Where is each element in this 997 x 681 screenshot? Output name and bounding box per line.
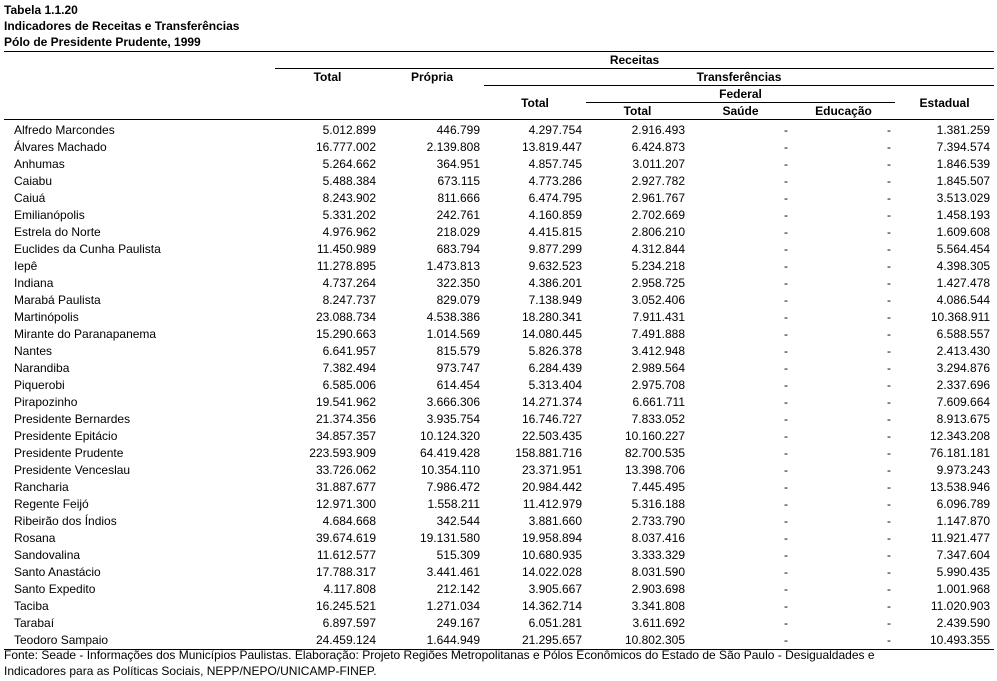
- cell-propria: 815.579: [436, 344, 480, 358]
- cell-total: 6.585.006: [322, 378, 376, 392]
- table-row: [4, 496, 994, 513]
- table-row: [4, 292, 994, 309]
- cell-federal-total: 3.611.692: [632, 616, 685, 630]
- table-row: [4, 581, 994, 598]
- cell-total: 4.737.264: [322, 276, 376, 290]
- cell-educacao: -: [887, 565, 891, 579]
- cell-propria: 1.473.813: [426, 259, 480, 273]
- cell-saude: -: [784, 412, 788, 426]
- table-row: [4, 411, 994, 428]
- cell-propria: 3.935.754: [426, 412, 480, 426]
- cell-municipio: Alfredo Marcondes: [14, 123, 115, 137]
- cell-federal-total: 6.424.873: [631, 140, 685, 154]
- cell-saude: -: [784, 225, 788, 239]
- cell-transf-total: 11.412.979: [522, 497, 582, 511]
- cell-total: 11.450.989: [316, 242, 376, 256]
- cell-propria: 1.644.949: [380, 632, 484, 650]
- table-row: [4, 564, 994, 581]
- cell-saude: -: [784, 327, 788, 341]
- cell-saude: -: [784, 616, 788, 630]
- cell-federal-total: 8.031.590: [631, 565, 685, 579]
- cell-propria: 218.029: [436, 225, 480, 239]
- cell-total: 31.887.677: [315, 480, 376, 494]
- cell-municipio: Santo Expedito: [14, 582, 96, 596]
- cell-federal-total: 5.234.218: [631, 259, 685, 273]
- cell-estadual: 13.538.946: [929, 480, 991, 494]
- cell-municipio: Presidente Bernardes: [14, 412, 131, 426]
- cell-federal-total: 7.445.495: [631, 480, 685, 494]
- cell-transf-total: 20.984.442: [521, 480, 582, 494]
- cell-saude: -: [784, 378, 788, 392]
- cell-educacao: -: [887, 395, 891, 409]
- cell-educacao: -: [887, 293, 891, 307]
- cell-educacao: -: [887, 412, 891, 426]
- cell-federal-total: 7.833.052: [631, 412, 685, 426]
- cell-municipio: Ribeirão dos Índios: [14, 514, 117, 528]
- cell-educacao: -: [887, 429, 891, 443]
- cell-propria: 10.354.110: [420, 463, 480, 477]
- cell-educacao: -: [887, 463, 891, 477]
- cell-total: 4.976.962: [322, 225, 376, 239]
- table-row: [4, 377, 994, 394]
- cell-federal-total: 10.160.227: [624, 429, 685, 443]
- cell-municipio: Martinópolis: [14, 310, 79, 324]
- cell-transf-total: 3.881.660: [528, 514, 582, 528]
- cell-federal-total: 2.916.493: [631, 123, 685, 137]
- cell-propria: 19.131.580: [419, 531, 480, 545]
- cell-federal-total: 2.927.782: [631, 174, 685, 188]
- cell-municipio: Indiana: [14, 276, 54, 290]
- cell-saude: -: [784, 259, 788, 273]
- cell-propria: 364.951: [436, 157, 480, 171]
- cell-saude: -: [784, 174, 788, 188]
- cell-municipio: Caiabu: [14, 174, 53, 188]
- cell-total: 8.247.737: [322, 293, 376, 307]
- cell-estadual: 1.846.539: [936, 157, 991, 171]
- footnote-line-1: Fonte: Seade - Informações dos Municípios Paulistas. Elaboração: Projeto Regiões Metropolitanas e Pólos Econômicos do Estado de São Paulo - Desigualdades e: [4, 648, 875, 662]
- cell-total: 5.264.662: [322, 157, 376, 171]
- cell-total: 12.971.300: [315, 497, 376, 511]
- cell-transf-total: 14.022.028: [521, 565, 582, 579]
- cell-municipio: Tarabaí: [14, 616, 55, 630]
- cell-estadual: 2.337.696: [936, 378, 991, 392]
- cell-total: 33.726.062: [315, 463, 376, 477]
- cell-educacao: -: [887, 157, 891, 171]
- cell-estadual: 1.147.870: [936, 514, 991, 528]
- cell-transf-total: 9.877.299: [528, 242, 582, 256]
- cell-federal-total: 3.052.406: [631, 293, 685, 307]
- cell-federal-total: 6.661.711: [632, 395, 685, 409]
- cell-estadual: 3.294.876: [936, 361, 991, 375]
- cell-saude: -: [784, 293, 788, 307]
- cell-total: 11.612.577: [316, 548, 376, 562]
- cell-total: 5.012.899: [322, 123, 376, 137]
- cell-estadual: 1.001.968: [936, 582, 991, 596]
- cell-total: 11.278.895: [316, 259, 376, 273]
- cell-federal-total: 7.491.888: [631, 327, 685, 341]
- cell-saude: -: [784, 548, 788, 562]
- table-row: [4, 615, 994, 632]
- cell-federal-total: 82.700.535: [624, 446, 685, 460]
- cell-saude: -: [784, 497, 788, 511]
- cell-transf-total: 9.632.523: [528, 259, 582, 273]
- cell-municipio: Emilianópolis: [14, 208, 85, 222]
- data-table: [4, 51, 994, 650]
- cell-educacao: -: [887, 310, 891, 324]
- table-row: [4, 530, 994, 547]
- cell-transf-total: 3.905.667: [528, 582, 582, 596]
- cell-transf-total: 18.280.341: [521, 310, 582, 324]
- cell-transf-total: 19.958.894: [521, 531, 582, 545]
- cell-propria: 1.271.034: [426, 599, 480, 613]
- cell-federal-total: 7.911.431: [632, 310, 685, 324]
- cell-municipio: Piquerobi: [14, 378, 65, 392]
- cell-transf-total: 22.503.435: [521, 429, 582, 443]
- cell-transf-total: 16.746.727: [521, 412, 582, 426]
- cell-federal-total: 2.903.698: [631, 582, 685, 596]
- cell-propria: 446.799: [436, 123, 480, 137]
- cell-estadual: 7.347.604: [936, 548, 991, 562]
- cell-estadual: 4.086.544: [936, 293, 991, 307]
- cell-educacao: -: [887, 514, 891, 528]
- cell-transf-total: 23.371.951: [521, 463, 582, 477]
- cell-saude: -: [784, 582, 788, 596]
- cell-propria: 673.115: [437, 174, 480, 188]
- cell-federal-total: 2.975.708: [631, 378, 685, 392]
- table-row: [4, 139, 994, 156]
- cell-estadual: 1.458.193: [936, 208, 991, 222]
- cell-total: 7.382.494: [322, 361, 376, 375]
- cell-transf-total: 14.080.445: [521, 327, 582, 341]
- cell-educacao: -: [887, 225, 891, 239]
- table-row: [4, 513, 994, 530]
- cell-educacao: -: [887, 123, 891, 137]
- cell-saude: -: [784, 361, 788, 375]
- cell-federal-total: 3.412.948: [631, 344, 685, 358]
- cell-educacao: -: [887, 242, 891, 256]
- table-row: [4, 598, 994, 615]
- cell-transf-total: 6.284.439: [528, 361, 582, 375]
- cell-saude: -: [784, 463, 788, 477]
- cell-propria: 3.666.306: [426, 395, 480, 409]
- cell-estadual: 7.609.664: [936, 395, 991, 409]
- cell-total: 4.684.668: [322, 514, 376, 528]
- cell-estadual: 2.439.590: [936, 616, 991, 630]
- cell-municipio: Narandiba: [14, 361, 70, 375]
- footnote-line-2: Indicadores para as Políticas Sociais, NEPP/NEPO/UNICAMP-FINEP.: [4, 664, 377, 678]
- cell-estadual: 1.845.507: [936, 174, 991, 188]
- cell-saude: -: [784, 531, 788, 545]
- cell-estadual: 6.096.789: [936, 497, 991, 511]
- cell-saude: -: [784, 395, 788, 409]
- cell-total: 16.777.002: [315, 140, 376, 154]
- cell-educacao: -: [887, 548, 891, 562]
- cell-educacao: -: [887, 344, 891, 358]
- cell-municipio: Teodoro Sampaio: [4, 632, 275, 650]
- cell-total: 21.374.356: [315, 412, 376, 426]
- cell-educacao: -: [887, 531, 891, 545]
- cell-federal-total: 2.806.210: [631, 225, 685, 239]
- cell-municipio: Nantes: [14, 344, 53, 358]
- cell-total: 39.674.619: [315, 531, 376, 545]
- cell-federal-total: 3.333.329: [631, 548, 685, 562]
- table-row: [4, 326, 994, 343]
- header-total: Total: [313, 70, 342, 84]
- cell-total: 24.459.124: [275, 632, 380, 650]
- header-federal: Federal: [586, 86, 895, 103]
- cell-estadual: 10.368.911: [930, 310, 991, 324]
- cell-propria: 811.666: [437, 191, 480, 205]
- cell-propria: 242.761: [436, 208, 480, 222]
- cell-educacao: -: [887, 616, 891, 630]
- table-row: [4, 360, 994, 377]
- cell-transf-total: 14.362.714: [521, 599, 582, 613]
- cell-transf-total: 4.415.815: [528, 225, 582, 239]
- cell-propria: 10.124.320: [419, 429, 480, 443]
- header-transf-total: Total: [521, 95, 549, 110]
- cell-estadual: 7.394.574: [936, 140, 991, 154]
- cell-saude: -: [689, 632, 792, 650]
- cell-estadual: 4.398.305: [936, 259, 991, 273]
- cell-educacao: -: [887, 208, 891, 222]
- cell-municipio: Regente Feijó: [14, 497, 89, 511]
- cell-transf-total: 4.857.745: [528, 157, 582, 171]
- table-row: [4, 122, 994, 139]
- table-header: [4, 52, 994, 123]
- cell-transf-total: 6.474.795: [528, 191, 582, 205]
- cell-total: 23.088.734: [315, 310, 376, 324]
- cell-federal-total: 4.312.844: [631, 242, 685, 256]
- table-row: [4, 207, 994, 224]
- cell-transf-total: 10.680.935: [521, 548, 582, 562]
- cell-transf-total: 6.051.281: [528, 616, 582, 630]
- cell-propria: 342.544: [436, 514, 480, 528]
- cell-educacao: -: [887, 140, 891, 154]
- header-receitas: Receitas: [275, 52, 994, 69]
- cell-educacao: -: [887, 174, 891, 188]
- cell-estadual: 6.588.557: [936, 327, 991, 341]
- cell-total: 5.331.202: [322, 208, 376, 222]
- cell-estadual: 5.990.435: [936, 565, 991, 579]
- cell-municipio: Taciba: [14, 599, 49, 613]
- cell-saude: -: [784, 565, 788, 579]
- cell-municipio: Pirapozinho: [14, 395, 78, 409]
- table-row: [4, 241, 994, 258]
- cell-educacao: -: [887, 276, 891, 290]
- cell-saude: -: [784, 514, 788, 528]
- cell-federal-total: 2.958.725: [631, 276, 685, 290]
- cell-total: 34.857.357: [315, 429, 376, 443]
- cell-total: 19.541.962: [315, 395, 376, 409]
- table-row: [4, 547, 994, 564]
- cell-transf-total: 5.826.378: [528, 344, 582, 358]
- cell-federal-total: 13.398.706: [624, 463, 685, 477]
- table-row: [4, 309, 994, 326]
- cell-estadual: 1.381.259: [936, 123, 991, 137]
- cell-educacao: -: [887, 361, 891, 375]
- cell-federal-total: 8.037.416: [631, 531, 685, 545]
- cell-transf-total: 13.819.447: [521, 140, 582, 154]
- cell-saude: -: [784, 446, 788, 460]
- cell-educacao: -: [792, 632, 895, 650]
- cell-estadual: 76.181.181: [929, 446, 991, 460]
- cell-educacao: -: [887, 259, 891, 273]
- cell-transf-total: 158.881.716: [515, 446, 582, 460]
- cell-total: 6.641.957: [322, 344, 376, 358]
- cell-propria: 249.167: [436, 616, 480, 630]
- cell-municipio: Marabá Paulista: [14, 293, 101, 307]
- table-row: [4, 275, 994, 292]
- cell-estadual: 8.913.675: [936, 412, 991, 426]
- cell-educacao: -: [887, 480, 891, 494]
- table-subtitle: Pólo de Presidente Prudente, 1999: [4, 35, 201, 49]
- cell-propria: 2.139.808: [426, 140, 480, 154]
- header-saude: Saúde: [722, 104, 759, 118]
- table-row: [4, 173, 994, 190]
- table-row: [4, 343, 994, 360]
- cell-total: 8.243.902: [322, 191, 376, 205]
- cell-municipio: Presidente Epitácio: [14, 429, 118, 443]
- cell-estadual: 1.609.608: [936, 225, 991, 239]
- cell-saude: -: [784, 429, 788, 443]
- cell-transf-total: 5.313.404: [528, 378, 582, 392]
- table-body: [4, 122, 994, 650]
- cell-total: 16.245.521: [315, 599, 376, 613]
- cell-propria: 515.309: [436, 548, 480, 562]
- cell-municipio: Presidente Venceslau: [14, 463, 131, 477]
- cell-saude: -: [784, 344, 788, 358]
- cell-municipio: Caiuá: [14, 191, 46, 205]
- cell-propria: 614.454: [436, 378, 480, 392]
- cell-propria: 973.747: [436, 361, 480, 375]
- cell-saude: -: [784, 140, 788, 154]
- cell-saude: -: [784, 310, 788, 324]
- cell-educacao: -: [887, 446, 891, 460]
- cell-municipio: Sandovalina: [14, 548, 81, 562]
- cell-total: 5.488.384: [322, 174, 376, 188]
- table-row: [4, 479, 994, 496]
- cell-municipio: Estrela do Norte: [14, 225, 101, 239]
- cell-total: 15.290.663: [315, 327, 376, 341]
- cell-municipio: Presidente Prudente: [14, 446, 124, 460]
- table-number: Tabela 1.1.20: [4, 3, 78, 17]
- footnote: [4, 647, 994, 679]
- cell-propria: 683.794: [436, 242, 480, 256]
- cell-federal-total: 10.802.305: [586, 632, 689, 650]
- table-row: [4, 462, 994, 479]
- cell-transf-total: 4.160.859: [528, 208, 582, 222]
- table-row: [4, 394, 994, 411]
- cell-saude: -: [784, 242, 788, 256]
- cell-educacao: -: [887, 599, 891, 613]
- cell-transf-total: 14.271.374: [521, 395, 582, 409]
- cell-estadual: 3.513.029: [936, 191, 991, 205]
- cell-educacao: -: [887, 378, 891, 392]
- cell-saude: -: [784, 157, 788, 171]
- cell-estadual: 11.921.477: [930, 531, 991, 545]
- cell-federal-total: 2.989.564: [631, 361, 685, 375]
- cell-municipio: Rancharia: [14, 480, 69, 494]
- cell-federal-total: 2.961.767: [631, 191, 685, 205]
- cell-municipio: Euclides da Cunha Paulista: [14, 242, 161, 256]
- table-row: [4, 445, 994, 462]
- cell-propria: 322.350: [436, 276, 480, 290]
- cell-transf-total: 21.295.657: [484, 632, 586, 650]
- cell-municipio: Mirante do Paranapanema: [14, 327, 157, 341]
- cell-saude: -: [784, 599, 788, 613]
- cell-saude: -: [784, 123, 788, 137]
- table-title: Indicadores de Receitas e Transferências: [4, 19, 240, 33]
- cell-municipio: Santo Anastácio: [14, 565, 101, 579]
- cell-propria: 212.142: [436, 582, 480, 596]
- cell-educacao: -: [887, 327, 891, 341]
- cell-propria: 3.441.461: [426, 565, 480, 579]
- cell-estadual: 5.564.454: [936, 242, 991, 256]
- cell-total: 6.897.597: [322, 616, 376, 630]
- header-estadual: Estadual: [919, 95, 970, 110]
- cell-propria: 1.014.569: [426, 327, 480, 341]
- cell-transf-total: 4.386.201: [528, 276, 582, 290]
- cell-transf-total: 7.138.949: [528, 293, 582, 307]
- cell-educacao: -: [887, 497, 891, 511]
- cell-saude: -: [784, 276, 788, 290]
- cell-total: 17.788.317: [315, 565, 376, 579]
- cell-federal-total: 2.702.669: [631, 208, 685, 222]
- cell-federal-total: 3.341.808: [631, 599, 685, 613]
- cell-saude: -: [784, 208, 788, 222]
- cell-federal-total: 3.011.207: [632, 157, 685, 171]
- cell-estadual: 2.413.430: [936, 344, 991, 358]
- cell-educacao: -: [887, 191, 891, 205]
- header-propria: Própria: [410, 70, 453, 84]
- cell-municipio: Anhumas: [14, 157, 65, 171]
- cell-total: 223.593.909: [309, 446, 376, 460]
- cell-federal-total: 5.316.188: [631, 497, 685, 511]
- table-row: [4, 258, 994, 275]
- cell-saude: -: [784, 480, 788, 494]
- table-row: [4, 190, 994, 207]
- cell-federal-total: 2.733.790: [631, 514, 685, 528]
- cell-propria: 1.558.211: [427, 497, 480, 511]
- cell-municipio: Rosana: [14, 531, 56, 545]
- cell-educacao: -: [887, 582, 891, 596]
- cell-transf-total: 4.297.754: [528, 123, 582, 137]
- header-transferencias: Transferências: [484, 69, 994, 86]
- cell-total: 4.117.808: [323, 582, 376, 596]
- cell-saude: -: [784, 191, 788, 205]
- cell-municipio: Iepê: [14, 259, 38, 273]
- cell-estadual: 12.343.208: [929, 429, 991, 443]
- cell-estadual: 9.973.243: [936, 463, 991, 477]
- cell-transf-total: 4.773.286: [528, 174, 582, 188]
- cell-municipio: Álvares Machado: [14, 140, 107, 154]
- header-educacao: Educação: [815, 104, 872, 118]
- cell-propria: 4.538.386: [426, 310, 480, 324]
- header-federal-total: Total: [623, 104, 652, 118]
- cell-propria: 64.419.428: [419, 446, 480, 460]
- table-row: [4, 156, 994, 173]
- cell-propria: 829.079: [436, 293, 480, 307]
- cell-estadual: 11.020.903: [930, 599, 991, 613]
- cell-propria: 7.986.472: [426, 480, 480, 494]
- cell-estadual: 1.427.478: [936, 276, 991, 290]
- cell-estadual: 10.493.355: [895, 632, 994, 650]
- table-row: [4, 224, 994, 241]
- table-row: [4, 428, 994, 445]
